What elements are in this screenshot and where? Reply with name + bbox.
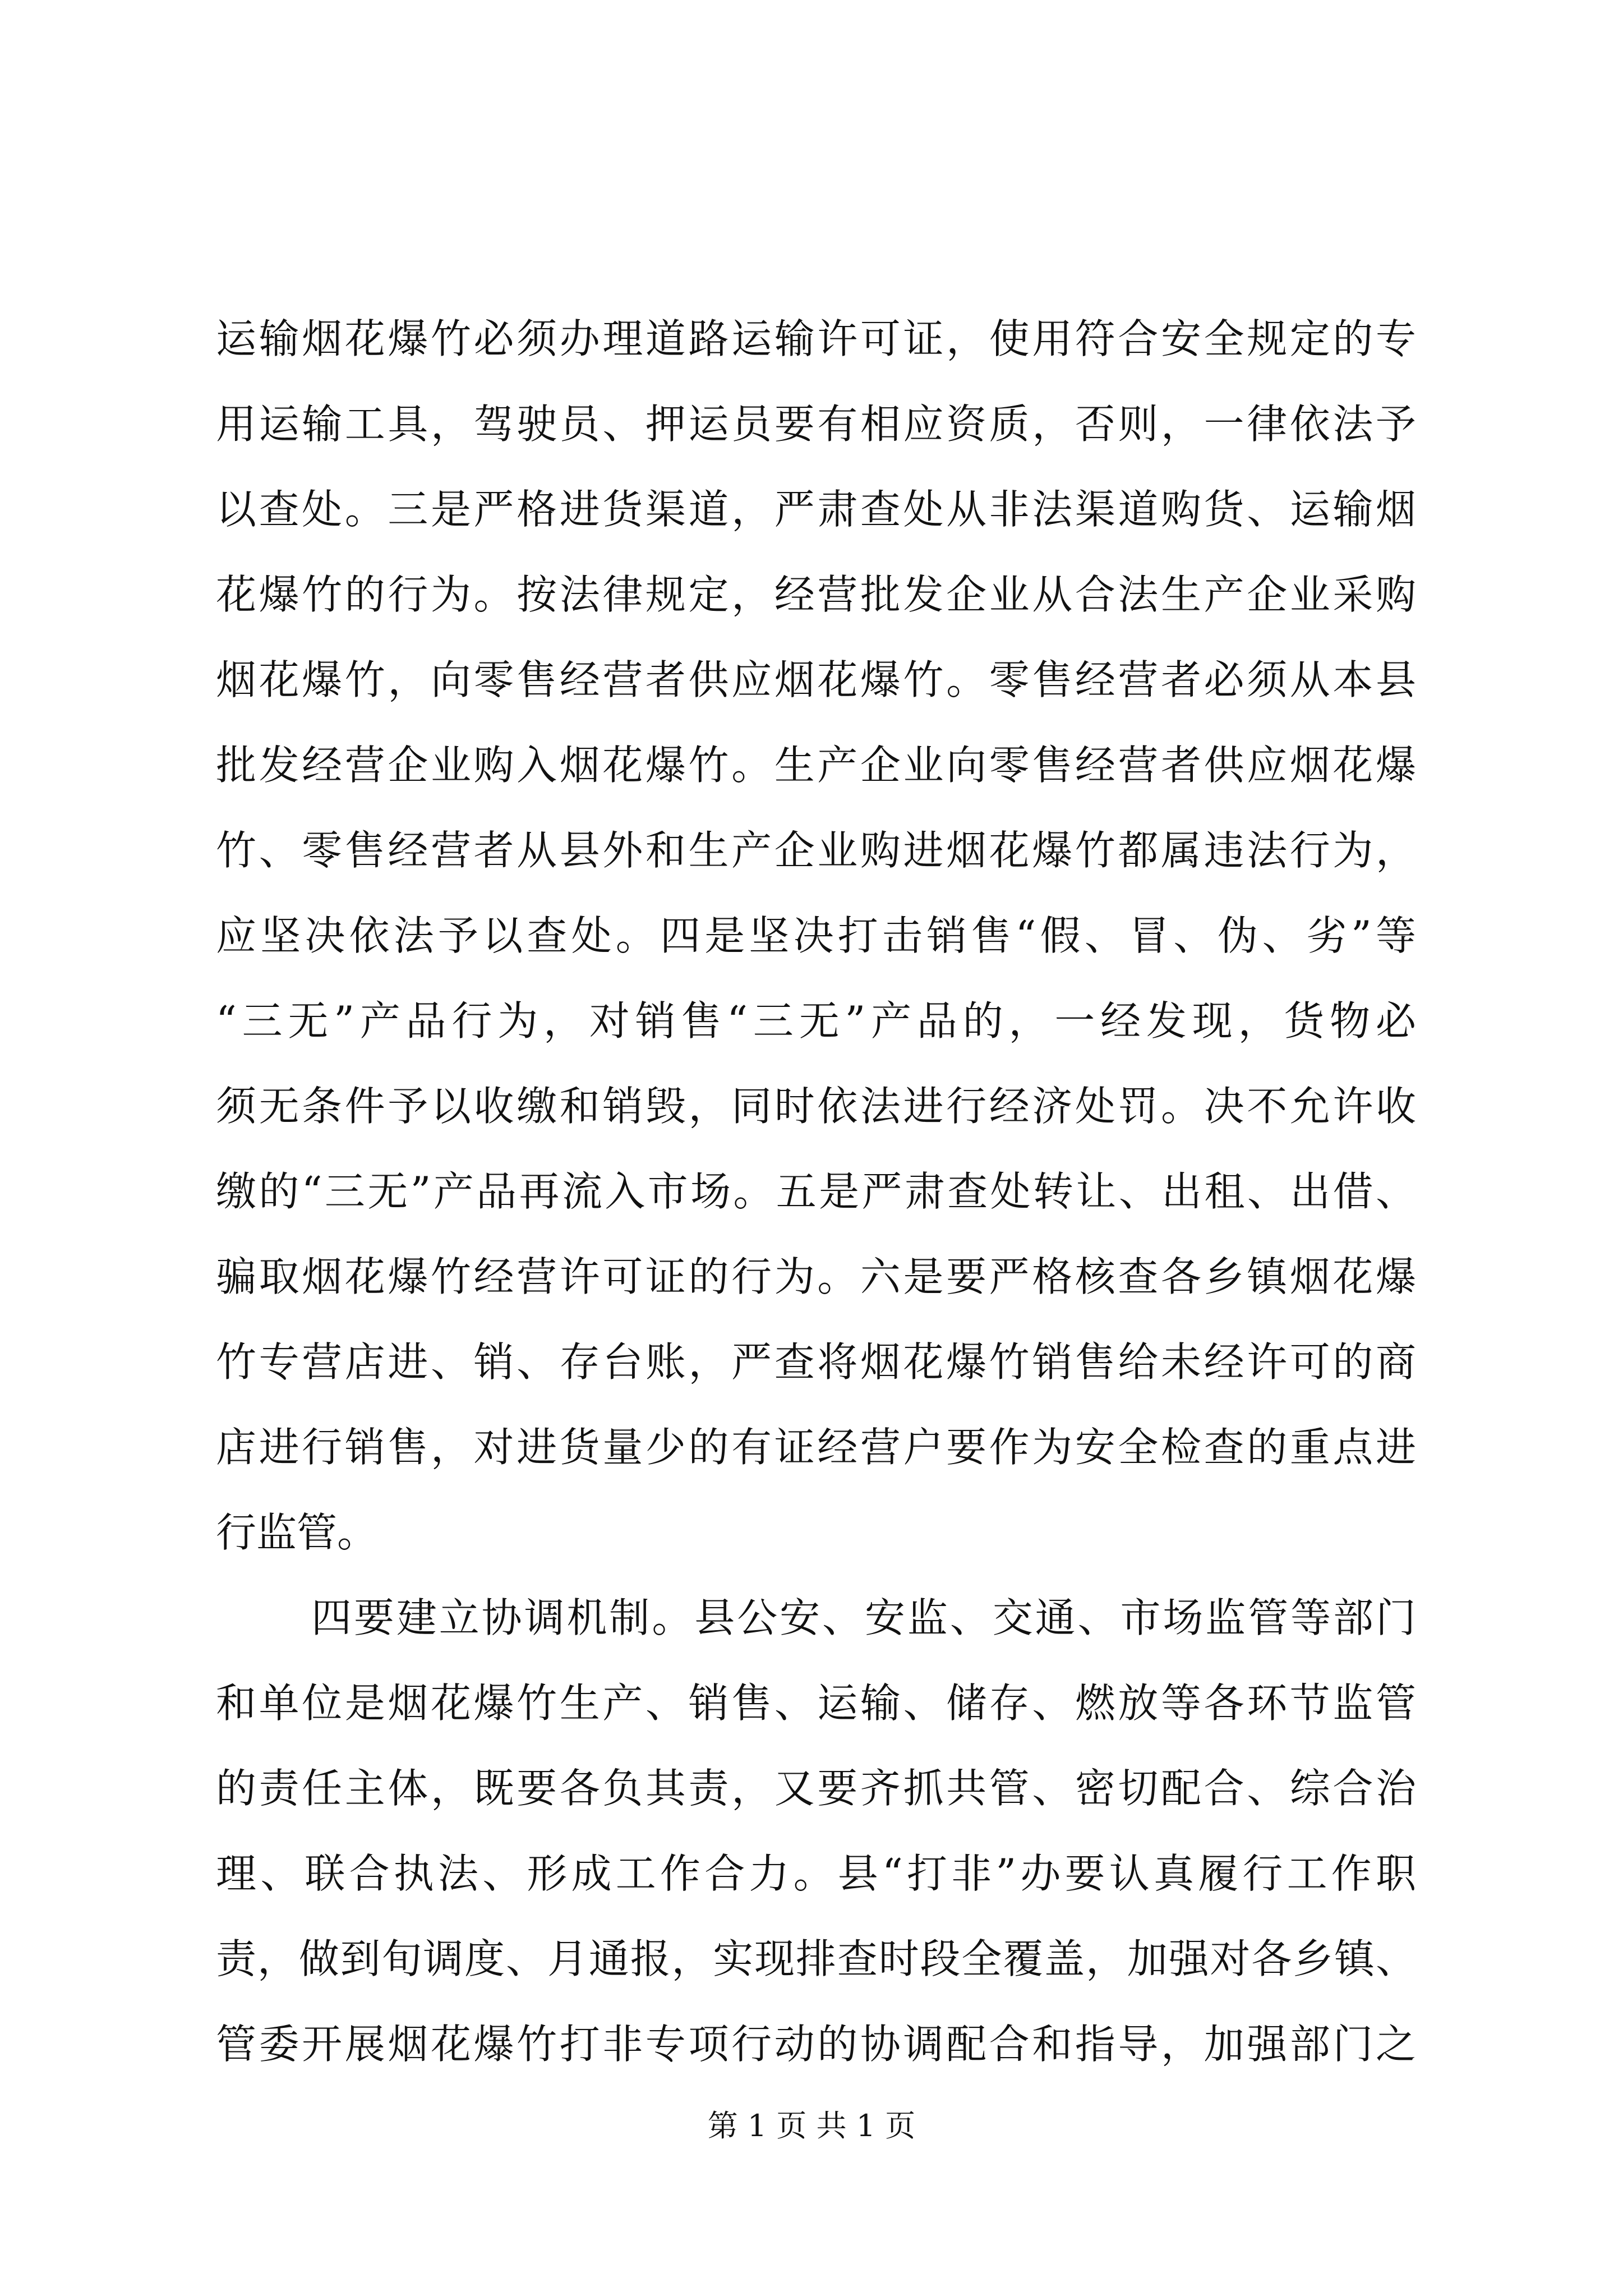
- text-line: 行监管。: [216, 1509, 378, 1556]
- text-line: 批发经营企业购入烟花爆竹。生产企业向零售经营者供应烟花爆: [216, 742, 1416, 789]
- text-line: 店进行销售，对进货量少的有证经营户要作为安全检查的重点进: [216, 1424, 1416, 1471]
- document-body: [216, 296, 1416, 2087]
- text-line: 理、联合执法、形成工作合力。县“打非”办要认真履行工作职: [216, 1850, 1416, 1897]
- text-line: 运输烟花爆竹必须办理道路运输许可证，使用符合安全规定的专: [216, 315, 1416, 362]
- text-line: 须无条件予以收缴和销毁，同时依法进行经济处罚。决不允许收: [216, 1083, 1416, 1130]
- text-line: 花爆竹的行为。按法律规定，经营批发企业从合法生产企业采购: [216, 571, 1416, 618]
- text-line: 用运输工具，驾驶员、押运员要有相应资质，否则，一律依法予: [216, 401, 1416, 448]
- text-line: 以查处。三是严格进货渠道，严肃查处从非法渠道购货、运输烟: [216, 486, 1416, 533]
- text-line: 竹、零售经营者从县外和生产企业购进烟花爆竹都属违法行为，: [216, 827, 1416, 874]
- page-number-footer: 第 1 页 共 1 页: [707, 2108, 916, 2143]
- text-line: 和单位是烟花爆竹生产、销售、运输、储存、燃放等各环节监管: [216, 1680, 1416, 1727]
- text-line: 管委开展烟花爆竹打非专项行动的协调配合和指导，加强部门之: [216, 2021, 1416, 2068]
- text-line: 责，做到旬调度、月通报，实现排查时段全覆盖，加强对各乡镇、: [216, 1935, 1416, 1982]
- text-line: 竹专营店进、销、存台账，严查将烟花爆竹销售给未经许可的商: [216, 1338, 1416, 1386]
- text-line: 的责任主体，既要各负其责，又要齐抓共管、密切配合、综合治: [216, 1765, 1416, 1812]
- text-line: 应坚决依法予以查处。四是坚决打击销售“假、冒、伪、劣”等: [216, 912, 1416, 959]
- text-line: 烟花爆竹，向零售经营者供应烟花爆竹。零售经营者必须从本县: [216, 656, 1416, 703]
- text-line: “三无”产品行为，对销售“三无”产品的，一经发现，货物必: [216, 997, 1416, 1045]
- text-line: 缴的“三无”产品再流入市场。五是严肃查处转让、出租、出借、: [216, 1168, 1416, 1215]
- text-line: 骗取烟花爆竹经营许可证的行为。六是要严格核查各乡镇烟花爆: [216, 1253, 1416, 1300]
- paragraph-first-line: 四要建立协调机制。县公安、安监、交通、市场监管等部门: [311, 1594, 1416, 1641]
